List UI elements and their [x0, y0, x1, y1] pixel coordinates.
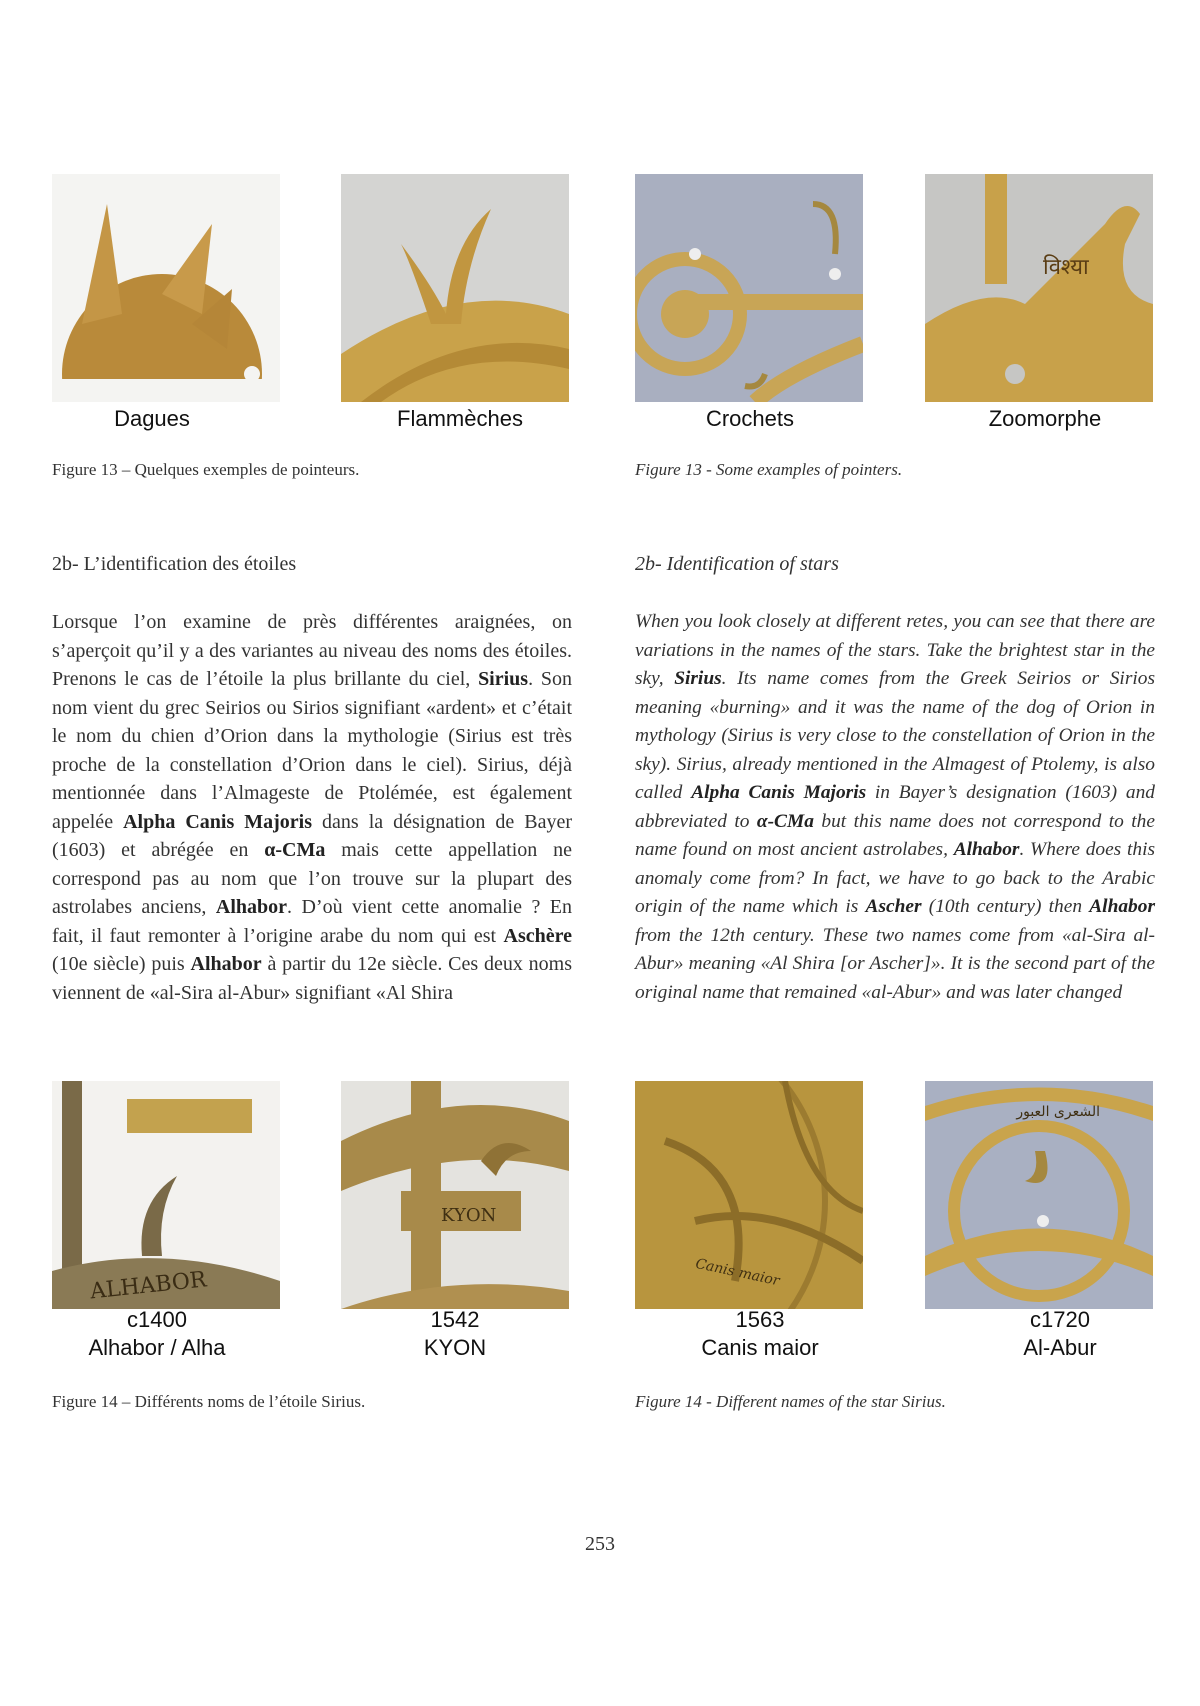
text-run: dans la désignation de Bayer (1603) et abrégée en — [52, 810, 572, 861]
figure13-caption-fr: Figure 13 – Quelques exemples de pointeurs. — [52, 460, 360, 479]
kyon-engraving: KYON — [441, 1205, 497, 1226]
label-1563-year: 1563 — [735, 1307, 785, 1332]
label-flammeches: Flammèches — [397, 406, 523, 431]
crochets-pointer-image — [635, 174, 863, 402]
al-abur-engraving: الشعرى العبور — [1016, 1104, 1100, 1120]
zoomorphe-pointer-image — [925, 174, 1153, 402]
text-run: . Its name comes from the Greek Seirios or Sirios meaning «burning» and it was the name of the dog of Orion in mythology (Sirius is very close to the constellation of Orion in the sky). Sirius, already mentioned in the Almagest of Ptolemy, is also called — [635, 668, 1155, 803]
section-heading-fr: 2b- L’identification des étoiles — [52, 553, 297, 575]
label-zoomorphe: Zoomorphe — [988, 406, 1102, 431]
section-heading-en: 2b- Identification of stars — [635, 553, 839, 575]
text-run: in Bayer’s designation (1603) and abbreviated to — [635, 782, 1155, 832]
text-run: but this name does not correspond to the name found on most ancient astrolabes, — [635, 810, 1155, 860]
bold-term: Sirius — [674, 668, 722, 689]
text-run: (10e siècle) puis — [52, 953, 191, 975]
photo-dagues — [52, 174, 280, 402]
text-run: à partir du 12e siècle. Ces deux noms viennent de «al-Sira al-Abur» signifiant «Al Shira — [52, 953, 572, 1004]
label-1542-name: KYON — [423, 1335, 487, 1360]
photo-kyon — [341, 1081, 569, 1309]
al-abur-rete-image — [925, 1081, 1153, 1309]
bold-term: Alpha Canis Majoris — [123, 810, 313, 833]
bold-term: Alhabor — [190, 953, 262, 975]
photo-canis-maior — [635, 1081, 863, 1309]
dagues-pointer-image — [52, 174, 280, 402]
bold-term: α-CMa — [264, 839, 326, 861]
canis-maior-rete-image — [635, 1081, 863, 1309]
alhabor-engraving: ALHABOR — [88, 1267, 208, 1305]
text-run: mais cette appellation ne correspond pas au nom que l’on trouve sur la plupart des astrolabes anciens, — [52, 839, 572, 918]
bold-term: α-CMa — [756, 810, 814, 832]
label-1542-year: 1542 — [430, 1307, 480, 1332]
bold-term: Alhabor — [953, 839, 1020, 860]
text-run: . D’où vient cette anomalie ? En fait, il faut remonter à l’origine arabe du nom qui est — [52, 896, 572, 947]
bold-term: Aschère — [503, 924, 572, 947]
label-c1720 — [960, 1306, 1160, 1362]
bold-term: Alhabor — [1089, 896, 1155, 917]
text-run: When you look closely at different retes, you can see that there are variations in the names of the stars. Take the brightest star in the sky, — [635, 611, 1155, 689]
bold-term: Alpha Canis Majoris — [691, 782, 867, 803]
figure14-caption-fr: Figure 14 – Différents noms de l’étoile Sirius. — [52, 1392, 366, 1411]
label-c1720-year: c1720 — [1030, 1307, 1090, 1332]
figure14-caption-en: Figure 14 - Different names of the star Sirius. — [635, 1392, 946, 1411]
paragraph-fr — [52, 608, 572, 1007]
label-c1400 — [52, 1306, 262, 1362]
kyon-rete-image — [341, 1081, 569, 1309]
label-1563 — [650, 1306, 870, 1362]
photo-flammeches — [341, 174, 569, 402]
canis-maior-engraving: Canis maior — [694, 1255, 781, 1290]
photo-al-abur — [925, 1081, 1153, 1309]
label-1563-name: Canis maior — [701, 1335, 819, 1360]
alhabor-rete-image — [52, 1081, 280, 1309]
sanskrit-inscription: विश्या — [1043, 255, 1089, 280]
label-c1400-name: Alhabor / Alha — [88, 1335, 226, 1360]
text-run: . Where does this anomaly come from? In fact, we have to go back to the Arabic origin of the name which is — [635, 839, 1155, 917]
photo-alhabor — [52, 1081, 280, 1309]
page-number: 253 — [585, 1533, 615, 1555]
label-1542 — [355, 1306, 555, 1362]
label-c1400-year: c1400 — [127, 1307, 187, 1332]
text-run: from the 12th century. These two names come from «al-Sira al-Abur» meaning «Al Shira [or Ascher]». It is the second part of the original name that remained «al-Abur» and was later changed — [635, 924, 1155, 1003]
flammeches-pointer-image — [341, 174, 569, 402]
photo-zoomorphe — [925, 174, 1153, 402]
label-dagues: Dagues — [114, 406, 190, 431]
bold-term: Ascher — [865, 896, 922, 917]
bold-term: Alhabor — [215, 896, 287, 918]
label-c1720-name: Al-Abur — [1023, 1335, 1097, 1360]
text-run: . Son nom vient du grec Seirios ou Sirios signifiant «ardent» et c’était le nom du chien d’Orion dans la mythologie (Sirius est très proche de la constellation d’Orion dans le ciel). Sirius, déjà mentionnée dans l’Almageste de Ptolémée, est également appelée — [52, 668, 573, 833]
paragraph-en — [635, 608, 1155, 1007]
text-run: Lorsque l’on examine de près différentes araignées, on s’aperçoit qu’il y a des variantes au niveau des noms des étoiles. Prenons le cas de l’étoile la plus brillante du ciel, — [52, 611, 572, 690]
figure13-caption-en: Figure 13 - Some examples of pointers. — [635, 460, 903, 479]
text-run: (10th century) then — [921, 896, 1090, 917]
label-crochets: Crochets — [705, 406, 795, 431]
bold-term: Sirius — [478, 668, 529, 690]
photo-crochets — [635, 174, 863, 402]
